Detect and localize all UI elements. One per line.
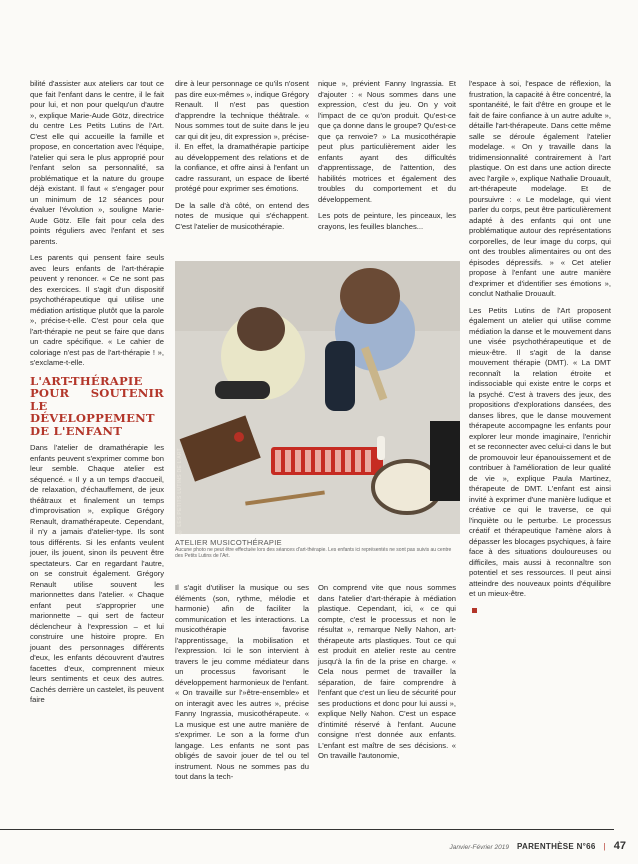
paragraph: On comprend vite que nous sommes dans l'atelier d'art-thérapie à médiation plastique. Cependant, ici, « ce qui compte, c'est le processus et non le résultat », remarque Nelly Nahon, art-thérapeute arts plastiques. Tout ce qui est produit en atelier reste au centre jusqu'à la fin de la prise en charge. « Cela nous permet de travailler la séparation, de faire comprendre à l'enfant que c'est un lieu de sécurité pour ses productions et donc pour lui aussi », explique Nelly Nahon. C'est un espace d'intimité réservé à l'enfant. Aucune consigne n'est donnée aux enfants. L'enfant est maître de ses décisions. « On travaille l'autonomie, — [318, 583, 456, 760]
footer-rule — [0, 829, 614, 830]
paragraph: dire à leur personnage ce qu'ils n'osent pas dire eux-mêmes », indique Grégory Renault. Il n'est pas question d'apprendre la technique théâtrale. « Nous sommes tout de suite dans le jeu car qui dit jeu, dit expression », précise-il. En effet, la dramathérapie participe au développement des relations et de la confiance, et offre ainsi à l'enfant un cadre rassurant, un espace de liberté protégé pour exprimer ses émotions. — [175, 79, 309, 193]
paragraph: De la salle d'à côté, on entend des notes de musique qui s'échappent. C'est l'atelier de musicothérapie. — [175, 200, 309, 231]
paragraph: Dans l'atelier de dramathérapie les enfants peuvent s'exprimer comme bon leur semble. Chaque atelier est séquencé. « Il y a un temps d'accueil, de relaxation, d'échauffement, de jeux théâtraux et finalement un temps d'improvisation », explique Grégory Renault, dramathérapeute. Cependant, il n'y a jamais d'atelier-type. Ils sont tous différents. Si les enfants veulent jouer, ils jouent, sinon ils peuvent être spectateurs. Car en regardant l'autre, on se construit également. Grégory Renault utilise souvent les marionnettes dans l'atelier. « Chaque enfant peut s'approprier une marionnette – qui sert de facteur déclencheur à l'expression – et lui construire une histoire propre. En jouant des personnages différents d'eux, les enfants découvrent d'autres facettes d'eux, comprennent mieux leurs sentiments et ceux des autres. Cachés derrière un castelet, ils peuvent faire — [30, 443, 164, 704]
magazine-name: PARENTHÈSE N°66 — [516, 842, 596, 851]
column-4 — [469, 79, 611, 616]
column-3-top — [318, 79, 456, 238]
photo-credit: © LES PETITS LUTINS DE L'ART — [177, 448, 183, 535]
photo-caption — [175, 538, 460, 560]
issue-date: Janvier-Février 2019 — [449, 844, 509, 851]
caption-title: ATELIER MUSICOTHÉRAPIE — [175, 538, 282, 547]
paragraph: Les pots de peinture, les pinceaux, les crayons, les feuilles blanches... — [318, 211, 456, 231]
paragraph: Les parents qui pensent faire seuls avec leurs enfants de l'art-thérapie peuvent y renoncer. « Ce ne sont pas des exercices. Il s'agit d'un dispositif psychothérapeutique qui utilise une médiation artistique plutôt que la parole », précise-t-elle. C'est pour cela que l'art-thérapie ne peut se faire que dans un cadre spécifique. « Le cahier de coloriage n'est pas de l'art-thérapie ! », s'exclame-t-elle. — [30, 253, 164, 367]
column-1 — [30, 79, 164, 712]
end-of-article-mark — [472, 608, 477, 613]
column-2-bottom — [175, 583, 309, 789]
column-3-bottom — [318, 583, 456, 768]
paragraph: l'espace à soi, l'espace de réflexion, la frustration, la capacité à être concentré, la spontanéité, le fait d'être en groupe et le fait de faire confiance à un autre adulte », détaille l'art-thérapeute. Dans cette même salle se déroule également l'atelier modelage. « On y travaille dans la tridimensionnalité contrairement à l'art plastique. On est dans une action directe avec l'argile », explique Nathalie Drouault, art-thérapeute modelage. Et de poursuivre : « Le modelage, qui vient parler du corps, peut être particulièrement adapté à des enfants qui ont une problématique autour des représentations corporelles, de leur image du corps, qui ont des troubles alimentaires ou ont des épisodes dépressifs. » « Cet atelier propose à l'enfant une autre manière d'exprimer et d'identifier ses émotions », conclut Nathalie Drouault. — [469, 79, 611, 298]
column-2-top — [175, 79, 309, 238]
separator: | — [603, 842, 606, 851]
section-heading: L'ART-THÉRAPIE POUR SOUTENIR LE DÉVELOPPEMENT DE L'ENFANT — [30, 373, 164, 438]
caption-text: Aucune photo ne peut être effectuée lors des séances d'art-thérapie. Les enfants ici représentés ne sont pas suivis au centre des Petits Lutins de l'Art. — [175, 547, 452, 560]
paragraph: Les Petits Lutins de l'Art proposent également un atelier qui utilise comme médiation la danse et le mouvement dans une visée psychothérapeutique et de mieux-être. Il s'agit de la danse mouvement thérapie (DMT). « La DMT reconnaît la relation étroite et indissociable qui existe entre le corps et la psyché. C'est à travers des jeux, des propositions d'explorations dansées, des danses libres, que le danse mouvement thérapeute accompagne les enfants pour explorer leur monde imaginaire, l'enrichir et se reconnecter avec celui-ci dans le but de promouvoir leur épanouissement et de contribuer à l'amélioration de leur qualité de vie », explique Paula Martinez, thérapeute de DMT. L'enfant est ainsi invité à exprimer d'une manière ludique et créative ce qui le traverse, ce qui l'inquiète ou le perturbe. Le processus créatif et thérapeutique l'amène alors à dépasser les blocages psychiques, à faire face à des situations douloureuses ou difficiles, mais aussi à reconnaître son potentiel et ses ressources. Il peut ainsi atteindre des nouveaux points d'équilibre et un mieux-être. — [469, 305, 611, 598]
paragraph: nique », prévient Fanny Ingrassia. Et d'ajouter : « Nous sommes dans une expression, c'est du jeu. On y voit l'impact de ce qu'on produit. Qu'est-ce que ça donne dans le groupe? Qu'est-ce que ça renvoie? » La musicothérapie peut plus particulièrement aider les enfants ayant des difficultés d'apprentissage, de l'attention, des habilités motrices et également des troubles du comportement et du développement. — [318, 79, 456, 204]
music-therapy-photo — [175, 261, 460, 534]
paragraph: bilité d'assister aux ateliers car tout ce que fait l'enfant dans le centre, il le fait pour lui, et non pour quelqu'un d'autre », explique Marie-Aude Götz, directrice du centre Les Petits Lutins de l'Art. C'est elle qui accueille la famille et propose, en concertation avec l'équipe, l'atelier qui sera le plus approprié pour l'enfant selon sa personnalité, sa problématique et la nature du groupe déjà existant. Il faut « s'engager pour un minimum de 12 séances pour évaluer l'évolution », souligne Marie-Aude Götz. Elle fait pour cela des points réguliers avec l'enfant et ses parents. — [30, 79, 164, 246]
paragraph: Il s'agit d'utiliser la musique ou ses éléments (son, rythme, mélodie et harmonie) afin de faciliter la communication et les interactions. La musicothérapie favorise l'apprentissage, la mobilisation et l'expression. Ici le son intervient à travers le jeu comme médiateur dans un processus favorisant le développement harmonieux de l'enfant. « On travaille sur l'»être-ensemble» et on interagit avec les autres », précise Fanny Ingrassia, musicothérapeute. « La musique est une autre manière de s'exprimer. Le son a la forme d'un langage. Les enfants ne sont pas obligés de savoir jouer de tel ou tel instrument. Nous ne sommes pas du tout dans la tech- — [175, 583, 309, 781]
photo-illustration — [175, 261, 460, 534]
page-footer — [449, 840, 626, 852]
page-number: 47 — [613, 840, 626, 852]
